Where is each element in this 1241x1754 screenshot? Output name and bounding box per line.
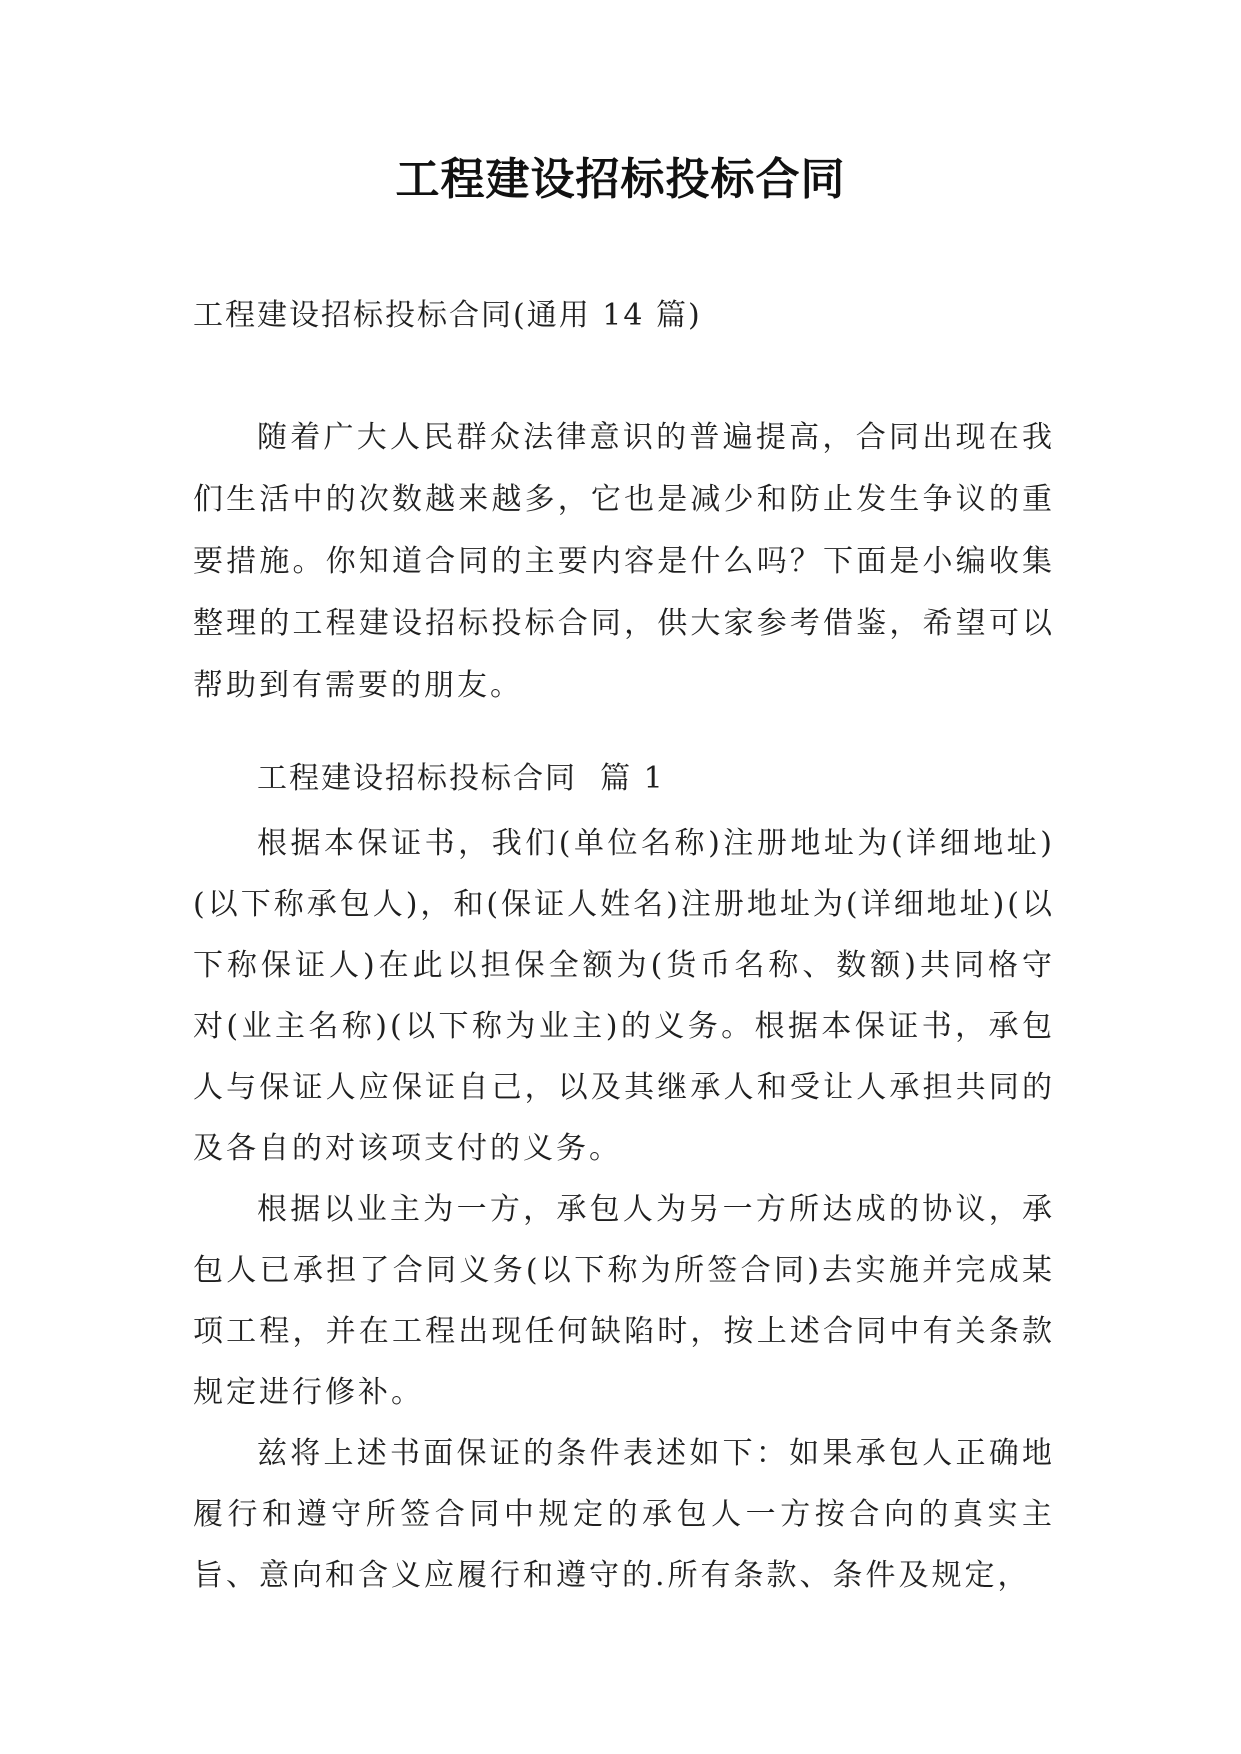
paragraph-agreement: 根据以业主为一方，承包人为另一方所达成的协议，承包人已承担了合同义务(以下称为所签合同)去实施并完成某项工程，并在工程出现任何缺陷时，按上述合同中有关条款规定进行修补。 <box>193 1192 1055 1410</box>
paragraph-guarantee-basis: 根据本保证书，我们(单位名称)注册地址为(详细地址)(以下称承包人)，和(保证人姓名)注册地址为(详细地址)(以下称保证人)在此以担保全额为(货币名称、数额)共同格守对(业主名称)(以下称为业主)的义务。根据本保证书，承包人与保证人应保证自己，以及其继承人和受让人承担共同的及各自的对该项支付的义务。 <box>193 826 1055 1166</box>
document-title: 工程建设招标投标合同 <box>395 154 846 205</box>
section-content <box>193 813 1055 1606</box>
document-subtitle: 工程建设招标投标合同(通用 14 篇) <box>193 298 702 333</box>
intro-paragraph: 随着广大人民群众法律意识的普遍提高，合同出现在我们生活中的次数越来越多，它也是减少和防止发生争议的重要措施。你知道合同的主要内容是什么吗？下面是小编收集整理的工程建设招标投标合同，供大家参考借鉴，希望可以帮助到有需要的朋友。 <box>193 420 1055 703</box>
section-heading: 工程建设招标投标合同 篇 1 <box>257 761 665 796</box>
paragraph-conditions: 兹将上述书面保证的条件表述如下：如果承包人正确地履行和遵守所签合同中规定的承包人一方按合向的真实主旨、意向和含义应履行和遵守的.所有条款、条件及规定， <box>193 1436 1055 1593</box>
